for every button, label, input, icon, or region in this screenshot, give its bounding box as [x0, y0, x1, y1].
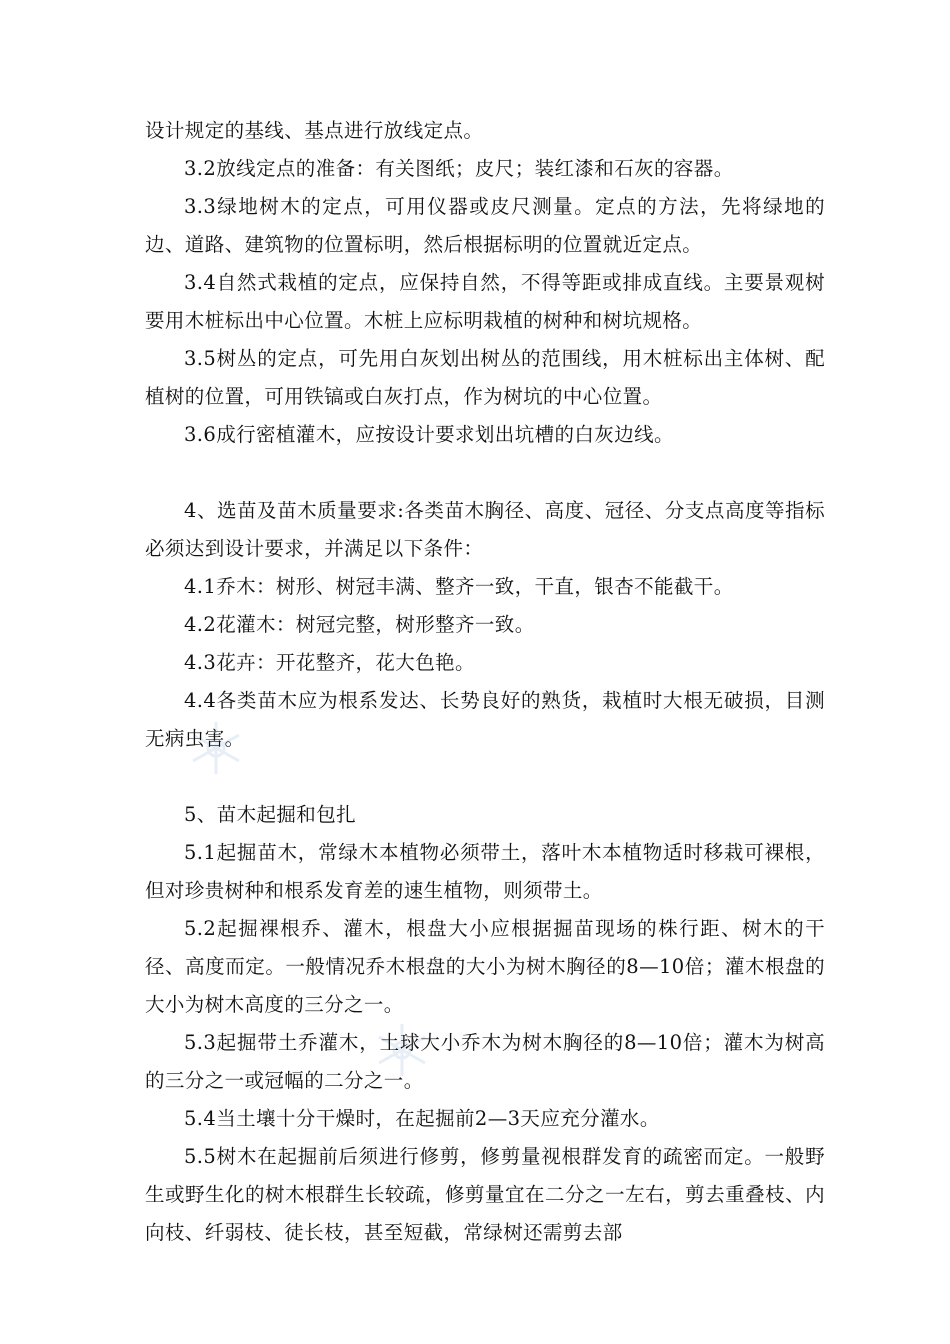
paragraph-3-3: 3.3绿地树木的定点，可用仪器或皮尺测量。定点的方法，先将绿地的边、道路、建筑物的位置标明，然后根据标明的位置就近定点。 — [145, 195, 825, 256]
paragraph-3-1-continued: 设计规定的基线、基点进行放线定点。 — [145, 119, 484, 142]
paragraph-5-3: 5.3起掘带土乔灌木，土球大小乔木为树木胸径的8—10倍；灌木为树高的三分之一或冠幅的二分之一。 — [145, 1031, 825, 1092]
paragraph-5-4: 5.4当土壤十分干燥时，在起掘前2—3天应充分灌水。 — [184, 1107, 660, 1130]
paragraph-4-4: 4.4各类苗木应为根系发达、长势良好的熟货，栽植时大根无破损，目测无病虫害。 — [145, 689, 825, 750]
paragraph-3-2: 3.2放线定点的准备：有关图纸；皮尺；装红漆和石灰的容器。 — [184, 157, 734, 180]
section-spacer — [145, 758, 825, 796]
paragraph-3-5: 3.5树丛的定点，可先用白灰划出树丛的范围线，用木桩标出主体树、配植树的位置，可用铁镐或白灰打点，作为树坑的中心位置。 — [145, 347, 825, 408]
paragraph-4-1: 4.1乔木：树形、树冠丰满、整齐一致，干直，银杏不能截干。 — [184, 575, 734, 598]
paragraph-3-4: 3.4自然式栽植的定点，应保持自然，不得等距或排成直线。主要景观树要用木桩标出中心位置。木桩上应标明栽植的树种和树坑规格。 — [145, 271, 825, 332]
paragraph-4-3: 4.3花卉：开花整齐，花大色艳。 — [184, 651, 475, 674]
section-spacer — [145, 454, 825, 492]
section-5-heading: 5、苗木起掘和包扎 — [184, 803, 357, 826]
paragraph-3-6: 3.6成行密植灌木，应按设计要求划出坑槽的白灰边线。 — [184, 423, 674, 446]
paragraph-4-2: 4.2花灌木：树冠完整，树形整齐一致。 — [184, 613, 535, 636]
paragraph-5-2: 5.2起掘裸根乔、灌木，根盘大小应根据掘苗现场的株行距、树木的干径、高度而定。一般情况乔木根盘的大小为树木胸径的8—10倍；灌木根盘的大小为树木高度的三分之一。 — [145, 917, 825, 1016]
section-4-heading: 4、选苗及苗木质量要求:各类苗木胸径、高度、冠径、分支点高度等指标必须达到设计要求，并满足以下条件： — [145, 499, 825, 560]
paragraph-5-5: 5.5树木在起掘前后须进行修剪，修剪量视根群发育的疏密而定。一般野生或野生化的树木根群生长较疏，修剪量宜在二分之一左右，剪去重叠枝、内向枝、纤弱枝、徒长枝，甚至短截，常绿树还需剪去部 — [145, 1145, 825, 1244]
document-body — [145, 112, 825, 1252]
paragraph-5-1: 5.1起掘苗木，常绿木本植物必须带土，落叶木本植物适时移栽可裸根，但对珍贵树种和根系发育差的速生植物，则须带土。 — [145, 841, 825, 902]
